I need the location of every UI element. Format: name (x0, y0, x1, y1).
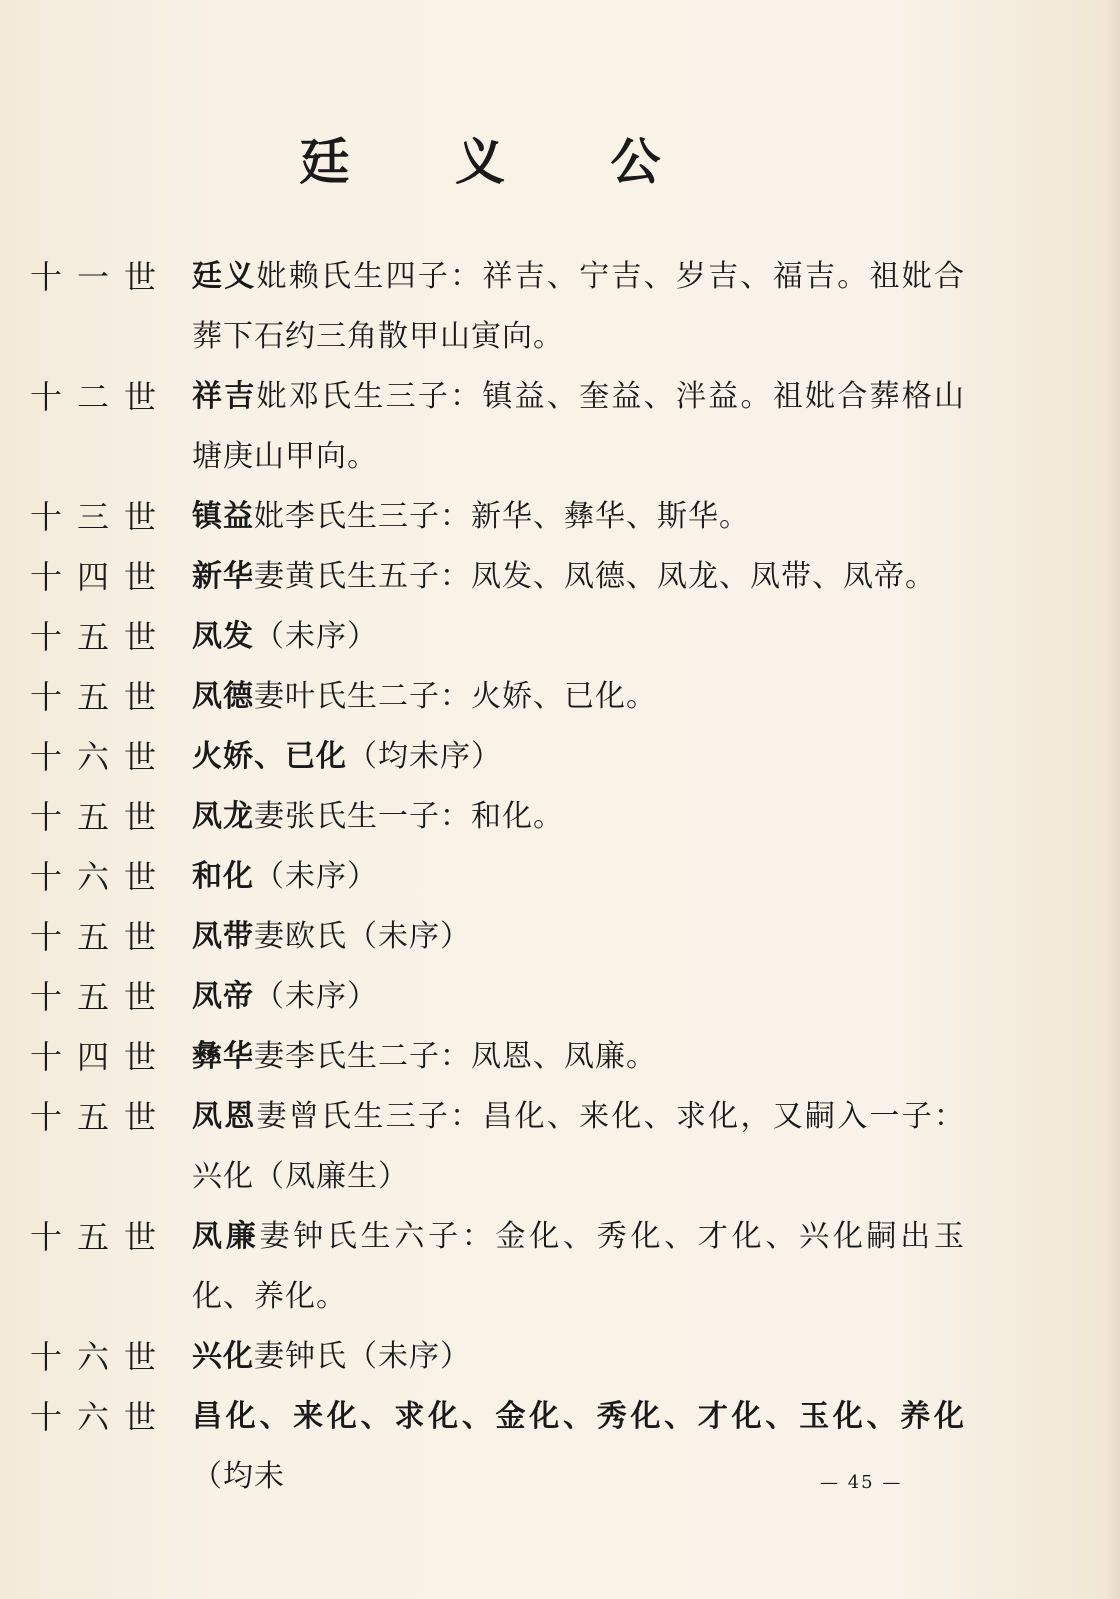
entry-description: 妣邓氏生三子：镇益、奎益、泮益。祖妣合葬格山塘庚山甲向。 (192, 379, 966, 474)
entry-text (192, 907, 965, 967)
entry-text (192, 487, 965, 547)
entry-description: 妣李氏生三子：新华、彝华、斯华。 (254, 499, 750, 534)
genealogy-entry (30, 1207, 965, 1327)
generation-label: 十五世 (30, 618, 172, 656)
entry-description: 妻张氏生一子：和化。 (254, 799, 564, 834)
genealogy-entry (30, 367, 965, 487)
person-name: 彝华 (192, 1039, 254, 1074)
entry-description: （未序） (254, 619, 378, 654)
genealogy-entry (30, 607, 965, 667)
entry-text (192, 787, 965, 847)
generation-label: 十五世 (30, 678, 172, 716)
generation-label: 十二世 (30, 378, 172, 416)
entry-description: 妻李氏生二子：凤恩、凤廉。 (254, 1039, 657, 1074)
person-name: 凤发 (192, 619, 254, 654)
entry-text (192, 547, 965, 607)
generation-label: 十五世 (30, 1098, 172, 1136)
generation-label: 十四世 (30, 1038, 172, 1076)
generation-label: 十五世 (30, 798, 172, 836)
entry-description: （均未 (192, 1459, 285, 1494)
generation-label: 十三世 (30, 498, 172, 536)
entry-text (192, 1207, 965, 1327)
genealogy-entries (30, 247, 965, 1507)
genealogy-entry (30, 547, 965, 607)
person-name: 新华 (192, 559, 254, 594)
person-name: 火娇、已化 (192, 739, 347, 774)
entry-description: （未序） (254, 979, 378, 1014)
generation-label: 十五世 (30, 978, 172, 1016)
genealogy-entry (30, 967, 965, 1027)
entry-description: （未序） (254, 859, 378, 894)
entry-description: 妣赖氏生四子：祥吉、宁吉、岁吉、福吉。祖妣合葬下石约三角散甲山寅向。 (192, 259, 966, 354)
person-name: 凤龙 (192, 799, 254, 834)
genealogy-entry (30, 1087, 965, 1207)
entry-text (192, 727, 965, 787)
entry-text (192, 1087, 965, 1207)
entry-text (192, 667, 965, 727)
person-name: 凤廉 (192, 1219, 260, 1254)
entry-description: 妻钟氏生六子：金化、秀化、才化、兴化嗣出玉化、养化。 (192, 1219, 966, 1314)
entry-text (192, 1027, 965, 1087)
generation-label: 十四世 (30, 558, 172, 596)
generation-label: 十六世 (30, 1398, 172, 1436)
genealogy-entry (30, 787, 965, 847)
entry-text (192, 367, 965, 487)
entry-description: 妻曾氏生三子：昌化、来化、求化，又嗣入一子：兴化（凤廉生） (192, 1099, 966, 1194)
genealogy-entry (30, 847, 965, 907)
person-name: 祥吉 (192, 379, 257, 414)
genealogy-entry (30, 727, 965, 787)
person-name: 凤带 (192, 919, 254, 954)
genealogy-entry (30, 1327, 965, 1387)
entry-text (192, 607, 965, 667)
person-name: 昌化、来化、求化、金化、秀化、才化、玉化、养化 (192, 1399, 965, 1434)
person-name: 和化 (192, 859, 254, 894)
genealogy-entry (30, 487, 965, 547)
person-name: 凤恩 (192, 1099, 257, 1134)
entry-description: 妻叶氏生二子：火娇、已化。 (254, 679, 657, 714)
entry-description: 妻钟氏（未序） (254, 1339, 471, 1374)
genealogy-entry (30, 1027, 965, 1087)
entry-text (192, 247, 965, 367)
genealogy-entry (30, 247, 965, 367)
page-title: 廷 义 公 (299, 133, 705, 191)
generation-label: 十五世 (30, 918, 172, 956)
entry-description: 妻欧氏（未序） (254, 919, 471, 954)
entry-text (192, 1327, 965, 1387)
entry-text (192, 847, 965, 907)
person-name: 廷义 (192, 259, 257, 294)
entry-description: 妻黄氏生五子：凤发、凤德、凤龙、凤带、凤帝。 (254, 559, 936, 594)
page-edge-shadow (1106, 0, 1120, 1599)
person-name: 镇益 (192, 499, 254, 534)
genealogy-entry (30, 667, 965, 727)
person-name: 兴化 (192, 1339, 254, 1374)
person-name: 凤德 (192, 679, 254, 714)
person-name: 凤帝 (192, 979, 254, 1014)
generation-label: 十五世 (30, 1218, 172, 1256)
generation-label: 十六世 (30, 858, 172, 896)
entry-text (192, 967, 965, 1027)
entry-description: （均未序） (347, 739, 502, 774)
page-number: — 45 — (820, 1472, 903, 1493)
genealogy-entry (30, 907, 965, 967)
generation-label: 十一世 (30, 258, 172, 296)
generation-label: 十六世 (30, 738, 172, 776)
generation-label: 十六世 (30, 1338, 172, 1376)
